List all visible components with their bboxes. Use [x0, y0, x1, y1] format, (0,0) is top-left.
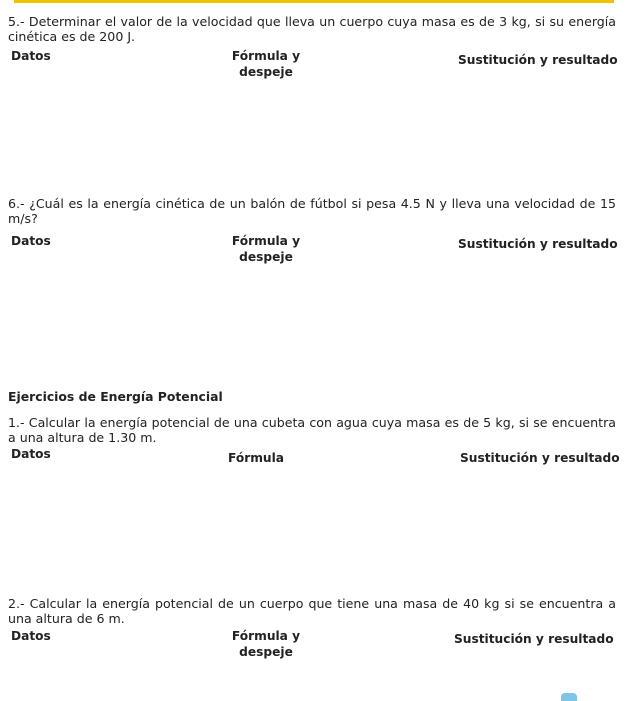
problem-p2-statement: 2.- Calcular la energía potencial de un cuerpo que tiene una masa de 40 kg si se encuentra a una altura de 6 m. — [8, 596, 616, 626]
problem-p2-datos-header: Datos — [11, 629, 51, 643]
problem-6-formula-header: Fórmula y despeje — [231, 234, 301, 264]
corner-tab-decoration — [561, 693, 577, 701]
section-heading-potential-energy: Ejercicios de Energía Potencial — [8, 389, 223, 404]
problem-5-sustitucion-header: Sustitución y resultado — [458, 53, 618, 67]
top-accent-bar — [14, 0, 614, 3]
problem-5-formula-header: Fórmula y despeje — [231, 49, 301, 79]
problem-6-statement: 6.- ¿Cuál es la energía cinética de un balón de fútbol si pesa 4.5 N y lleva una velocidad de 15 m/s? — [8, 196, 616, 226]
problem-p1-sustitucion-header: Sustitución y resultado — [460, 451, 620, 465]
problem-5-datos-header: Datos — [11, 49, 51, 63]
problem-p1-datos-header: Datos — [11, 447, 51, 461]
problem-6-sustitucion-header: Sustitución y resultado — [458, 237, 618, 251]
problem-6-datos-header: Datos — [11, 234, 51, 248]
problem-p2-sustitucion-header: Sustitución y resultado — [454, 632, 614, 646]
problem-p1-statement: 1.- Calcular la energía potencial de una cubeta con agua cuya masa es de 5 kg, si se encuentra a una altura de 1.30 m. — [8, 415, 616, 445]
problem-p2-formula-header: Fórmula y despeje — [231, 629, 301, 659]
problem-5-statement: 5.- Determinar el valor de la velocidad que lleva un cuerpo cuya masa es de 3 kg, si su energía cinética es de 200 J. — [8, 14, 616, 44]
problem-p1-formula-header: Fórmula — [228, 451, 284, 465]
